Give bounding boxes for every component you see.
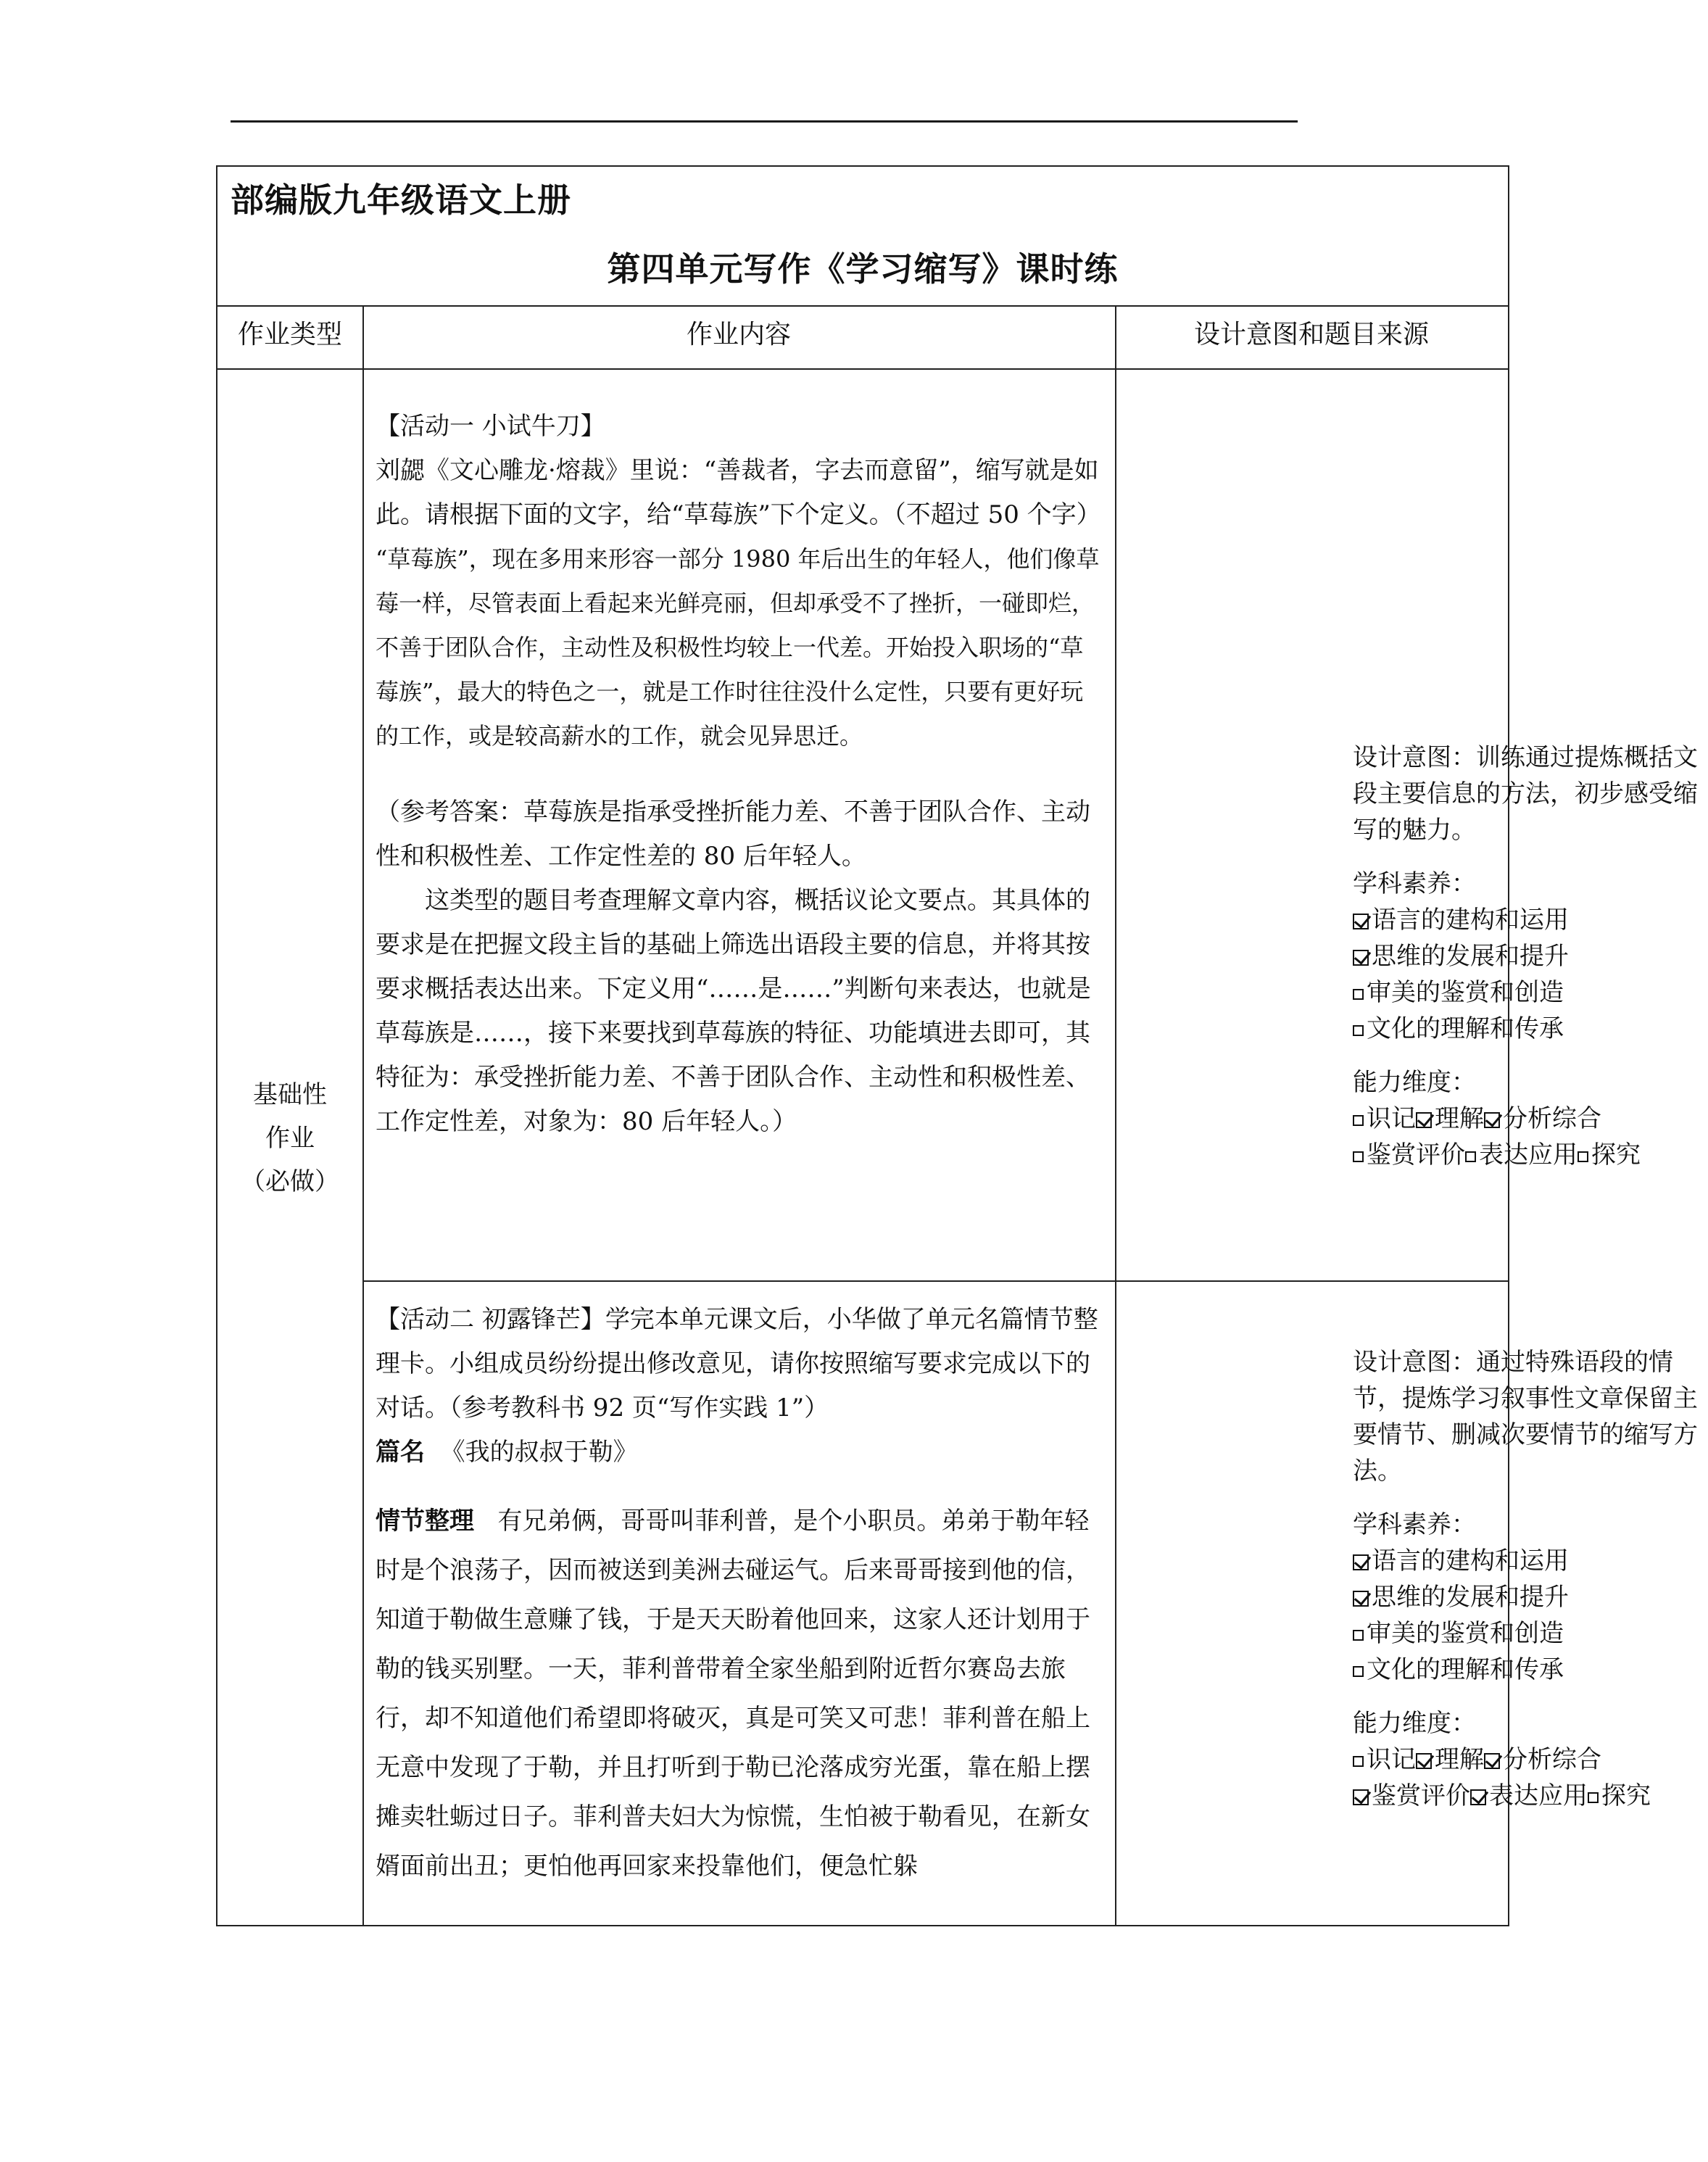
- design1-literacy-label: 学科素养：: [1353, 869, 1476, 898]
- design2: [1353, 1344, 1708, 1814]
- activity1-prompt: 刘勰《文心雕龙·熔裁》里说：“善裁者，字去而意留”，缩写就是如此。请根据下面的文字，给“草莓族”下个定义。（不超过 50 个字）: [376, 456, 1101, 529]
- activity2-title-line: [376, 1430, 1104, 1475]
- activity2-plot: [376, 1496, 1104, 1891]
- activity2-prompt: 学完本单元课文后，小华做了单元名篇情节整理卡。小组成员纷纷提出修改意见，请你按照缩写要求完成以下的对话。（参考教科书 92 页“写作实践 1”）: [376, 1305, 1098, 1422]
- design2-literacy-2: 思维的发展和提升: [1353, 1579, 1708, 1615]
- checkbox-checked-icon: [1484, 1112, 1500, 1128]
- header-content: 作业内容: [686, 320, 791, 349]
- activity2-content: [376, 1298, 1104, 1891]
- checkbox-checked-icon: [1470, 1789, 1486, 1805]
- book-title: 部编版九年级语文上册: [231, 181, 571, 220]
- category-line2: 作业: [265, 1124, 315, 1153]
- checkbox-empty-icon: [1465, 1151, 1476, 1162]
- header-row-divider: [217, 368, 1508, 370]
- checkbox-checked-icon: [1416, 1753, 1432, 1769]
- category-line3: （必做）: [241, 1167, 339, 1196]
- activity2-heading: 【活动二 初露锋芒】: [376, 1305, 605, 1334]
- activity1-heading: 【活动一 小试牛刀】: [376, 412, 605, 441]
- col-divider-2: [1115, 305, 1116, 1925]
- activity1-answer: （参考答案：草莓族是指承受挫折能力差、不善于团队合作、主动性和积极性差、工作定性差的 80 后年轻人。: [376, 798, 1090, 871]
- design1-ability-row2: 鉴赏评价 表达应用 探究: [1353, 1137, 1708, 1173]
- design1-ability-row1: 识记 理解 分析综合: [1353, 1101, 1708, 1137]
- design2-ability-label: 能力维度：: [1353, 1709, 1476, 1738]
- category-label: [217, 1073, 362, 1204]
- checkbox-checked-icon: [1416, 1112, 1432, 1128]
- category-line1: 基础性: [253, 1080, 327, 1109]
- worksheet-table: [216, 165, 1698, 1926]
- plot-text: 有兄弟俩，哥哥叫菲利普，是个小职员。弟弟于勒年轻时是个浪荡子，因而被送到美洲去碰运气。后来哥哥接到他的信，知道于勒做生意赚了钱，于是天天盼着他回来，这家人还计划用于勒的钱买别墅。一天，菲利普带着全家坐船到附近哲尔赛岛去旅行，却不知道他们希望即将破灭，真是可笑又可悲！菲利普在船上无意中发现了于勒，并且打听到于勒已沦落成穷光蛋，靠在船上摆摊卖牡蛎过日子。菲利普夫妇大为惊慌，生怕被于勒看见，在新女婿面前出丑；更怕他再回家来投靠他们，便急忙躲: [376, 1507, 1090, 1881]
- activity1-passage: “草莓族”，现在多用来形容一部分 1980 年后出生的年轻人，他们像草莓一样，尽管表面上看起来光鲜亮丽，但却承受不了挫折，一碰即烂，不善于团队合作，主动性及积极性均较上一代差。开始投入职场的“草莓族”，最大的特色之一，就是工作时往往没什么定性，只要有更好玩的工作，或是较高薪水的工作，就会见异思迁。: [376, 545, 1100, 750]
- checkbox-empty-icon: [1353, 1756, 1364, 1767]
- checkbox-empty-icon: [1353, 989, 1364, 1000]
- activity2-intro: [376, 1298, 1104, 1430]
- design1-literacy-3: 审美的鉴赏和创造: [1353, 974, 1708, 1011]
- checkbox-empty-icon: [1353, 1025, 1364, 1036]
- checkbox-checked-icon: [1484, 1753, 1500, 1769]
- design2-ability-row1: 识记 理解 分析综合: [1353, 1741, 1708, 1778]
- design2-literacy-label: 学科素养：: [1353, 1510, 1476, 1539]
- design2-literacy-4: 文化的理解和传承: [1353, 1652, 1708, 1688]
- design2-intent: 设计意图：通过特殊语段的情节，提炼学习叙事性文章保留主要情节、删减次要情节的缩写方法。: [1353, 1348, 1698, 1486]
- header-rule: [231, 120, 1298, 123]
- header-design: 设计意图和题目来源: [1193, 320, 1429, 349]
- design2-ability-row2: 鉴赏评价 表达应用 探究: [1353, 1778, 1708, 1814]
- checkbox-checked-icon: [1353, 1591, 1369, 1607]
- design2-literacy-3: 审美的鉴赏和创造: [1353, 1615, 1708, 1652]
- design1-literacy-4: 文化的理解和传承: [1353, 1011, 1708, 1047]
- title-block: [217, 167, 1508, 307]
- design1-ability-label: 能力维度：: [1353, 1068, 1476, 1097]
- design1-literacy-2: 思维的发展和提升: [1353, 938, 1708, 974]
- design1-literacy-1: 语言的建构和运用: [1353, 902, 1708, 938]
- checkbox-empty-icon: [1353, 1151, 1364, 1162]
- design2-literacy-1: 语言的建构和运用: [1353, 1543, 1708, 1579]
- lesson-title: 第四单元写作《学习缩写》课时练: [607, 249, 1119, 289]
- checkbox-empty-icon: [1588, 1792, 1599, 1803]
- plot-label: 情节整理: [376, 1507, 474, 1536]
- checkbox-checked-icon: [1353, 1789, 1369, 1805]
- checkbox-empty-icon: [1353, 1666, 1364, 1677]
- checkbox-empty-icon: [1578, 1151, 1588, 1162]
- header-type: 作业类型: [237, 320, 342, 349]
- checkbox-checked-icon: [1353, 914, 1369, 929]
- title-value: 《我的叔叔于勒》: [440, 1438, 638, 1467]
- activity1-content: [376, 405, 1104, 1144]
- col-divider-1: [362, 305, 364, 1925]
- checkbox-empty-icon: [1353, 1630, 1364, 1641]
- checkbox-checked-icon: [1353, 1554, 1369, 1570]
- checkbox-checked-icon: [1353, 950, 1369, 966]
- design1-intent: 设计意图：训练通过提炼概括文段主要信息的方法，初步感受缩写的魅力。: [1353, 743, 1698, 845]
- activity1-explanation: 这类型的题目考查理解文章内容，概括议论文要点。其具体的要求是在把握文段主旨的基础上筛选出语段主要的信息，并将其按要求概括表达出来。下定义用“……是……”判断句来表达，也就是草莓族是……，接下来要找到草莓族的特征、功能填进去即可，其特征为：承受挫折能力差、不善于团队合作、主动性和积极性差、工作定性差，对象为：80 后年轻人。）: [376, 886, 1091, 1136]
- title-label: 篇名: [376, 1438, 425, 1467]
- checkbox-empty-icon: [1353, 1115, 1364, 1126]
- design1: [1353, 740, 1708, 1173]
- activity-row-divider: [362, 1280, 1508, 1282]
